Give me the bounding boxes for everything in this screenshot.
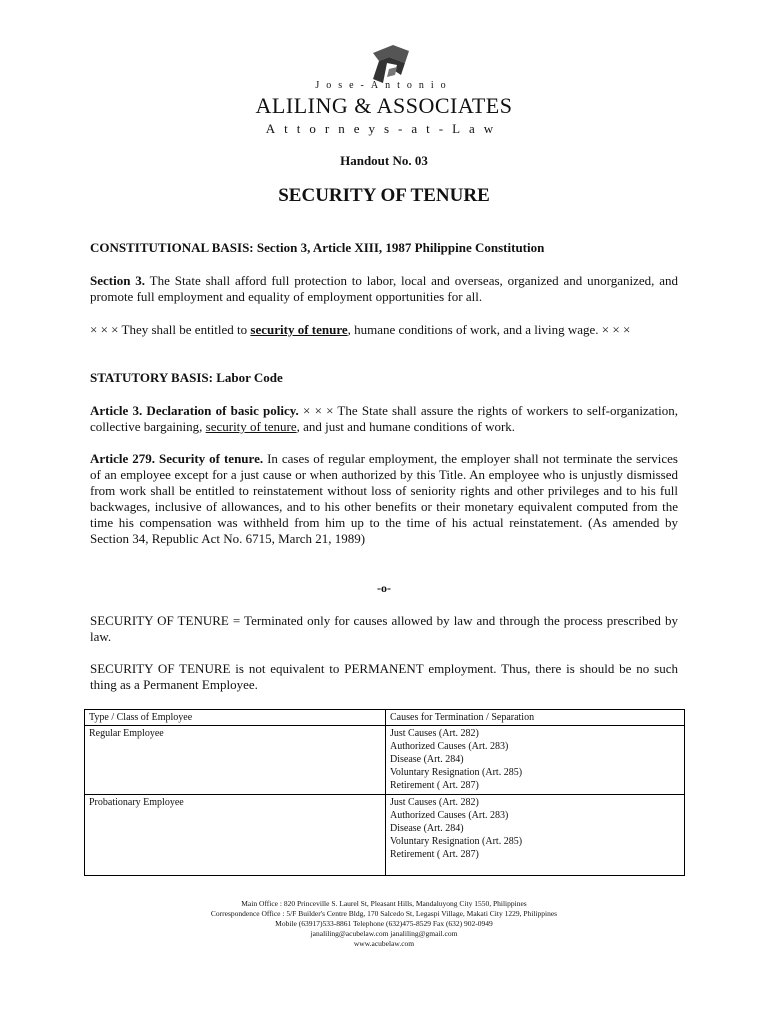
- table-row: [85, 795, 685, 876]
- table-row: [85, 726, 685, 795]
- article3-post: , and just and humane conditions of work.: [296, 419, 516, 434]
- causes-cell: [386, 726, 685, 795]
- section3-cont-post: , humane conditions of work, and a living wage. × × ×: [347, 322, 631, 337]
- employee-type-cell: Regular Employee: [85, 726, 386, 795]
- footer-phones: Mobile (63917)533-8861 Telephone (632)475-8529 Fax (632) 902-0949: [275, 919, 493, 928]
- note-paragraph: SECURITY OF TENURE is not equivalent to PERMANENT employment. Thus, there is should be no such thing as a Permanent Employee.: [90, 661, 678, 692]
- cause-item: Retirement ( Art. 287): [390, 849, 479, 860]
- termination-causes-table: [84, 709, 685, 876]
- definition-paragraph: SECURITY OF TENURE = Terminated only for causes allowed by law and through the process prescribed by law.: [90, 613, 678, 644]
- section3-paragraph: [90, 273, 678, 305]
- cause-item: Authorized Causes (Art. 283): [390, 741, 509, 752]
- cause-item: Just Causes (Art. 282): [390, 728, 479, 739]
- section3-label: Section 3.: [90, 273, 146, 288]
- page-title: SECURITY OF TENURE: [278, 185, 490, 206]
- employee-type-cell: Probationary Employee: [85, 795, 386, 876]
- constitutional-basis-heading: CONSTITUTIONAL BASIS: Section 3, Article XIII, 1987 Philippine Constitution: [90, 240, 545, 255]
- footer-emails: janaliling@acubelaw.com janaliling@gmail.com: [310, 929, 458, 938]
- handout-label: Handout No. 03: [340, 153, 428, 168]
- article3-term: security of tenure: [205, 419, 297, 434]
- table-header-row: [85, 710, 685, 726]
- security-of-tenure-term: security of tenure: [250, 322, 348, 337]
- cause-item: Authorized Causes (Art. 283): [390, 810, 509, 821]
- table-header-cell: Causes for Termination / Separation: [386, 710, 685, 726]
- letterhead-name: Jose-Antonio: [315, 80, 453, 91]
- footer-website: www.acubelaw.com: [353, 939, 415, 948]
- section3-cont-pre: × × × They shall be entitled to: [90, 322, 251, 337]
- article3-pre: × × × The State shall assure the rights of workers to self-organization, collective bargaining,: [90, 403, 678, 434]
- cause-item: Just Causes (Art. 282): [390, 797, 479, 808]
- cause-item: Voluntary Resignation (Art. 285): [390, 836, 523, 847]
- footer-correspondence-office: Correspondence Office : 5/F Builder's Centre Bldg, 170 Salcedo St, Legaspi Village, Makati City 1229, Philippines: [210, 909, 558, 918]
- article279-paragraph: [90, 451, 678, 547]
- section3-text: The State shall afford full protection to labor, local and overseas, organized and unorganized, and promote full employment and equality of employment opportunities for all.: [90, 273, 678, 304]
- article279-label: Article 279. Security of tenure.: [90, 451, 264, 466]
- article3-paragraph: [90, 403, 678, 435]
- statutory-basis-heading: STATUTORY BASIS: Labor Code: [90, 370, 283, 385]
- cause-item: Disease (Art. 284): [390, 754, 464, 765]
- cause-item: Disease (Art. 284): [390, 823, 464, 834]
- firm-subtitle: Attorneys-at-Law: [265, 121, 503, 136]
- section3-continuation: [90, 322, 678, 338]
- firm-logo: [367, 45, 415, 85]
- article279-text: In cases of regular employment, the employer shall not terminate the services of an employee except for a just cause or when authorized by this Title. An employee who is unjustly dismissed from work shall be entitled to reinstatement without loss of seniority rights and other privileges and to his full backwages, inclusive of allowances, and to his other benefits or their monetary equivalent computed from the time his compensation was withheld from him up to the time of his actual reinstatement. (As amended by Section 34, Republic Act No. 6715, March 21, 1989): [90, 451, 678, 546]
- separator: -o-: [377, 581, 391, 595]
- footer-main-office: Main Office : 820 Princeville S. Laurel St, Pleasant Hills, Mandaluyong City 1550, Philippines: [241, 899, 527, 908]
- cause-item: Retirement ( Art. 287): [390, 780, 479, 791]
- article3-label: Article 3. Declaration of basic policy.: [90, 403, 299, 418]
- firm-name: ALILING & ASSOCIATES: [255, 93, 513, 118]
- table-header-cell: Type / Class of Employee: [85, 710, 386, 726]
- causes-cell: [386, 795, 685, 876]
- cause-item: Voluntary Resignation (Art. 285): [390, 767, 523, 778]
- page-footer: [0, 899, 768, 949]
